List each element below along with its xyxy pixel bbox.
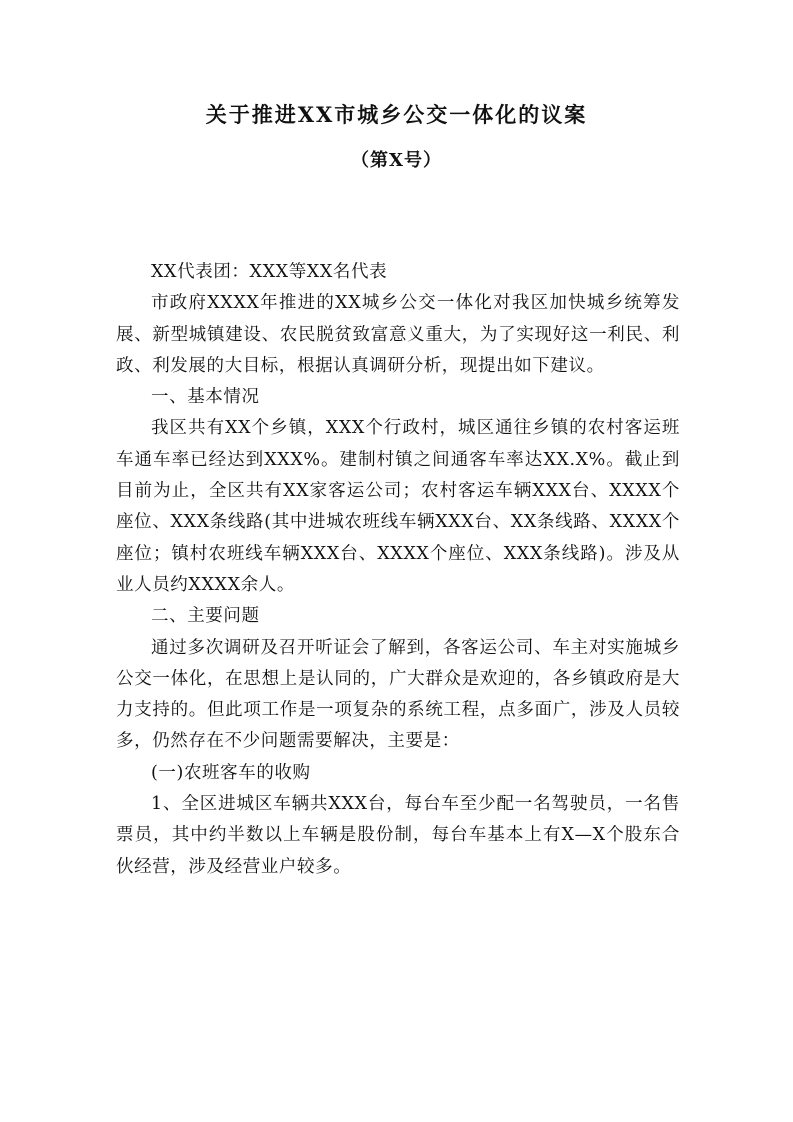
intro-paragraph: 市政府XXXX年推进的XX城乡公交一体化对我区加快城乡统筹发展、新型城镇建设、农民脱贫致富意义重大，为了实现好这一利民、利政、利发展的大目标，根据认真调研分析，现提出如下建议。 (116, 293, 680, 376)
document-body (116, 257, 680, 883)
section-heading-basic-situation: 一、基本情况 (151, 387, 260, 408)
subsection-heading-acquisition: (一)农班客车的收购 (151, 762, 311, 783)
document-title: 关于推进XX市城乡公交一体化的议案 (205, 102, 588, 127)
basic-situation-paragraph: 我区共有XX个乡镇，XXX个行政村，城区通往乡镇的农村客运班车通车率已经达到XXX%。建制村镇之间通客车率达XX.X%。截止到目前为止，全区共有XX家客运公司；农村客运车辆XXX台、XXXX个座位、XXX条线路(其中进城农班线车辆XXX台、XX条线路、XXXX个座位；镇村农班线车辆XXX台、XXXX个座位、XXX条线路)。涉及从业人员约XXXX余人。 (116, 418, 680, 595)
delegation-line: XX代表团：XXX等XX名代表 (151, 262, 388, 282)
section-heading-main-problems: 二、主要问题 (151, 606, 260, 627)
acquisition-item-1: 1、全区进城区车辆共XXX台，每台车至少配一名驾驶员，一名售票员，其中约半数以上车辆是股份制，每台车基本上有X—X个股东合伙经营，涉及经营业户较多。 (116, 794, 680, 877)
main-problems-paragraph: 通过多次调研及召开听证会了解到，各客运公司、车主对实施城乡公交一体化，在思想上是认同的，广大群众是欢迎的，各乡镇政府是大力支持的。但此项工作是一项复杂的系统工程，点多面广，涉及人员较多，仍然存在不少问题需要解决，主要是： (116, 637, 680, 752)
document-number: （第X号） (351, 150, 442, 171)
